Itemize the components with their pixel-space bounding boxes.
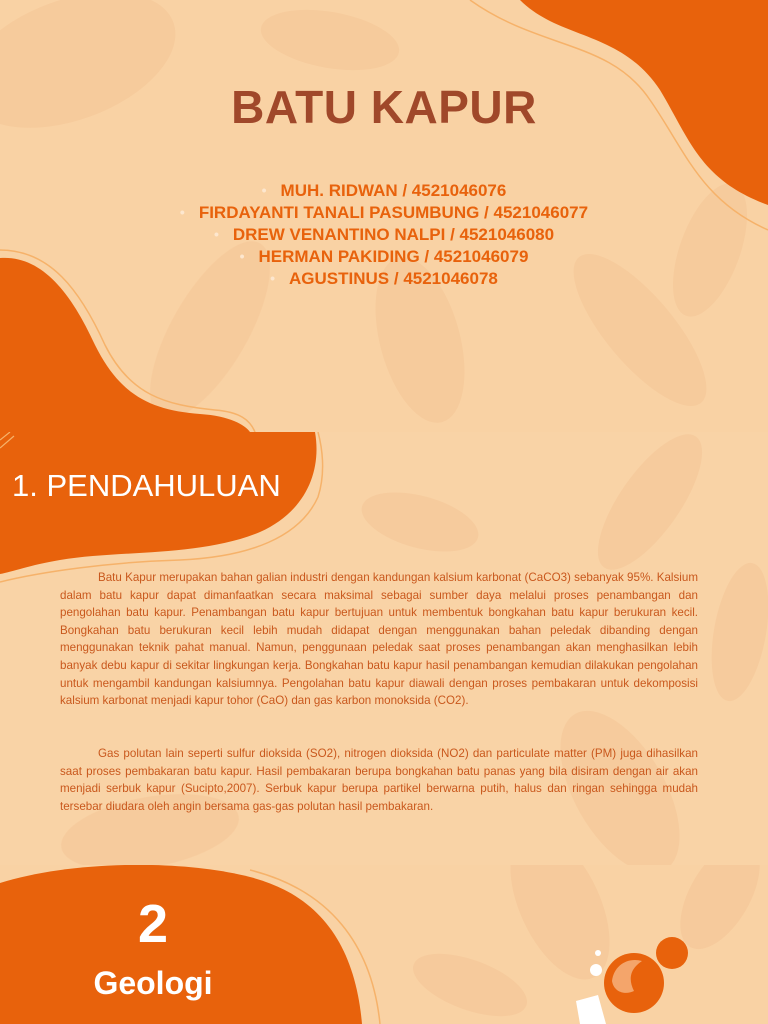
author-item (0, 202, 768, 224)
slide-subtitle: Geologi (93, 965, 213, 1001)
intro-paragraph: Batu Kapur merupakan bahan galian industri dengan kandungan kalsium karbonat (CaCO3) sebanyak 95%. Kalsium dalam batu kapur dapat dimanfaatkan secara maksimal sebagai sumber daya melalui proses penambangan dan pengolahan batu kapur. Penambangan batu kapur bertujuan untuk membentuk bongkahan batu kapur berukuran kecil. Bongkahan batu berukuran kecil lebih mudah didapat dengan menggunakan bahan peledak dibanding dengan menggunakan teknik pahat manual. Namun, penggunaan peledak saat proses penambangan akan menghasilkan lebih banyak debu kapur di sekitar lingkungan kerja. Bongkahan batu kapur hasil penambangan kemudian dilakukan pengolahan untuk mengambil kandungan kalsiumnya. Pengolahan batu kapur diawali dengan proses pembakaran untuk dekomposisi kalsium karbonat menjadi kapur tohor (CaO) dan gas karbon monoksida (CO2). (60, 571, 698, 708)
author-name: FIRDAYANTI TANALI PASUMBUNG / 4521046077 (198, 203, 589, 222)
author-item (0, 268, 768, 290)
bullet-icon: • (239, 248, 245, 264)
geology-slide (0, 865, 768, 1024)
author-name: MUH. RIDWAN / 4521046076 (280, 181, 507, 200)
bullet-icon: • (270, 270, 276, 286)
intro-paragraph: Gas polutan lain seperti sulfur dioksida (SO2), nitrogen dioksida (NO2) dan particulate matter (PM) juga dihasilkan saat proses pembakaran batu kapur. Hasil pembakaran berupa bongkahan batu panas yang bila disiram dengan air akan menjadi serbuk kapur (Sucipto,2007). Serbuk kapur berupa partikel berwarna putih, halus dan ringan sehingga mudah tersebar diudara oleh angin bersama gas-gas polutan hasil pembakaran. (60, 747, 698, 813)
author-item (0, 246, 768, 268)
author-name: HERMAN PAKIDING / 4521046079 (258, 247, 529, 266)
author-item (0, 224, 768, 246)
bullet-icon: • (213, 226, 219, 242)
author-name: AGUSTINUS / 4521046078 (289, 269, 498, 288)
slide-number: 2 (137, 894, 169, 954)
author-name: DREW VENANTINO NALPI / 4521046080 (232, 225, 555, 244)
presentation-title: BATU KAPUR (231, 81, 537, 133)
title-slide (0, 0, 768, 432)
bullet-icon: • (179, 204, 185, 220)
author-item (0, 180, 768, 202)
section-heading: 1. PENDAHULUAN (12, 468, 281, 503)
introduction-slide (0, 432, 768, 865)
author-list (0, 180, 768, 290)
bullet-icon: • (261, 182, 267, 198)
